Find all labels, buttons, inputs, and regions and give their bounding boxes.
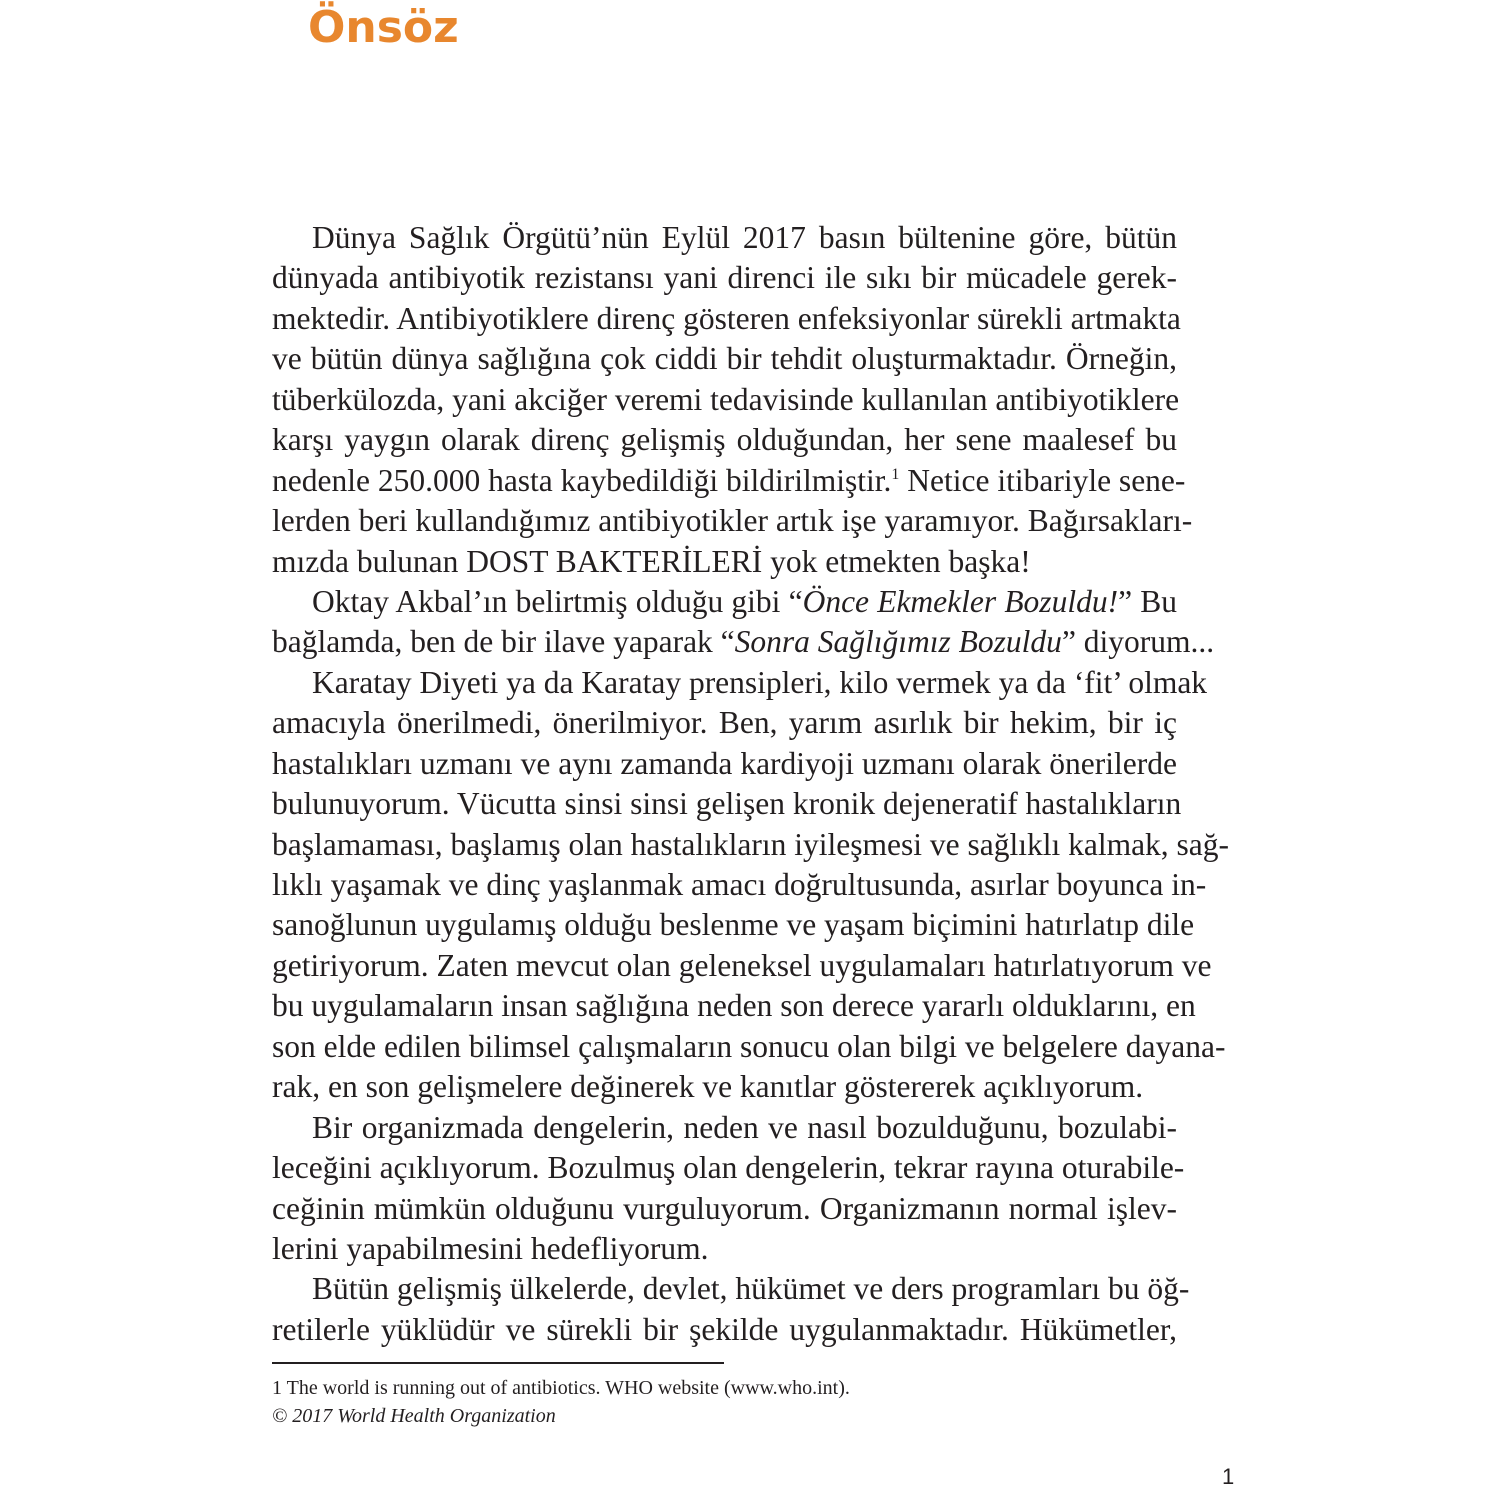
text-line: mektedir. Antibiyotiklere direnç gösteren enfeksiyonlar sürekli artmakta: [272, 300, 1181, 336]
text-line: lerini yapabilmesini hedefliyorum.: [272, 1230, 709, 1266]
text-segment: ” Bu: [1118, 583, 1177, 619]
text-line: [272, 461, 1186, 501]
text-line: rak, en son gelişmelere değinerek ve kanıtlar göstererek açıklıyorum.: [272, 1069, 1144, 1105]
text-line: sanoğlunun uygulamış olduğu beslenme ve yaşam biçimini hatırlatıp dile: [272, 907, 1195, 943]
text-line: getiriyorum. Zaten mevcut olan geleneksel uygulamaları hatırlatıyorum ve: [272, 947, 1212, 983]
text-line: ve bütün dünya sağlığına çok ciddi bir tehdit oluşturmaktadır. Örneğin,: [272, 341, 1177, 377]
text-line: leceğini açıklıyorum. Bozulmuş olan dengelerin, tekrar rayına oturabile-: [272, 1150, 1185, 1186]
text-line: lerden beri kullandığımız antibiyotikler artık işe yaramıyor. Bağırsakları-: [272, 503, 1193, 539]
text-line: tüberkülozda, yani akciğer veremi tedavisinde kullanılan antibiyotiklere: [272, 381, 1180, 417]
footnotes: [272, 1374, 850, 1430]
text-segment: bağlamda, ben de bir ilave yaparak “: [272, 624, 735, 660]
text-line: hastalıkları uzmanı ve aynı zamanda kardiyoji uzmanı olarak önerilerde: [272, 745, 1177, 781]
text-line: ceğinin mümkün olduğunu vurguluyorum. Organizmanın normal işlev-: [272, 1190, 1177, 1226]
text-line: [272, 582, 1177, 622]
text-segment: Netice itibariyle sene-: [899, 462, 1186, 498]
body-text: [272, 218, 1230, 1350]
text-line: dünyada antibiyotik rezistansı yani direnci ile sıkı bir mücadele gerek-: [272, 260, 1177, 296]
text-line: retilerle yüklüdür ve sürekli bir şekilde uygulanmaktadır. Hükümetler,: [272, 1311, 1177, 1347]
text-line: Dünya Sağlık Örgütü’nün Eylül 2017 basın bültenine göre, bütün: [312, 220, 1177, 255]
text-segment: ” diyorum...: [1061, 624, 1215, 660]
text-line: Bir organizmada dengelerin, neden ve nasıl bozulduğunu, bozulabi-: [312, 1109, 1177, 1145]
text-line: karşı yaygın olarak direnç gelişmiş olduğundan, her sene maalesef bu: [272, 422, 1177, 458]
text-line: Karatay Diyeti ya da Karatay prensipleri, kilo vermek ya da ‘fit’ olmak: [312, 664, 1208, 700]
text-line: mızda bulunan DOST BAKTERİLERİ yok etmekten başka!: [272, 543, 1031, 579]
text-line: başlamaması, başlamış olan hastalıkların iyileşmesi ve sağlıklı kalmak, sağ-: [272, 826, 1230, 862]
italic-quote: Sonra Sağlığımız Bozuldu: [734, 624, 1062, 660]
text-segment: nedenle 250.000 hasta kaybedildiği bildirilmiştir.: [272, 462, 892, 498]
text-line: Bütün gelişmiş ülkelerde, devlet, hükümet ve ders programları bu öğ-: [312, 1271, 1190, 1307]
footnote-reference: 1: [891, 465, 900, 483]
text-line: lıklı yaşamak ve dinç yaşlanmak amacı doğrultusunda, asırlar boyunca in-: [272, 867, 1207, 902]
footnote-divider: [272, 1362, 724, 1364]
text-line: amacıyla önerilmedi, önerilmiyor. Ben, yarım asırlık bir hekim, bir iç: [272, 705, 1177, 741]
text-line: [272, 622, 1215, 662]
page-number: 1: [1222, 1464, 1235, 1489]
chapter-title: Önsöz: [308, 2, 459, 53]
italic-quote: Önce Ekmekler Bozuldu!: [802, 583, 1119, 619]
footnote-text: 1 The world is running out of antibiotics. WHO website (www.who.int).: [272, 1377, 850, 1399]
text-line: bu uygulamaların insan sağlığına neden son derece yararlı olduklarını, en: [272, 988, 1196, 1024]
footnote-copyright: © 2017 World Health Organization: [272, 1405, 556, 1427]
text-segment: Oktay Akbal’ın belirtmiş olduğu gibi “: [312, 583, 803, 619]
text-line: son elde edilen bilimsel çalışmaların sonucu olan bilgi ve belgelere dayana-: [272, 1028, 1226, 1064]
text-line: bulunuyorum. Vücutta sinsi sinsi gelişen kronik dejeneratif hastalıkların: [272, 786, 1182, 822]
